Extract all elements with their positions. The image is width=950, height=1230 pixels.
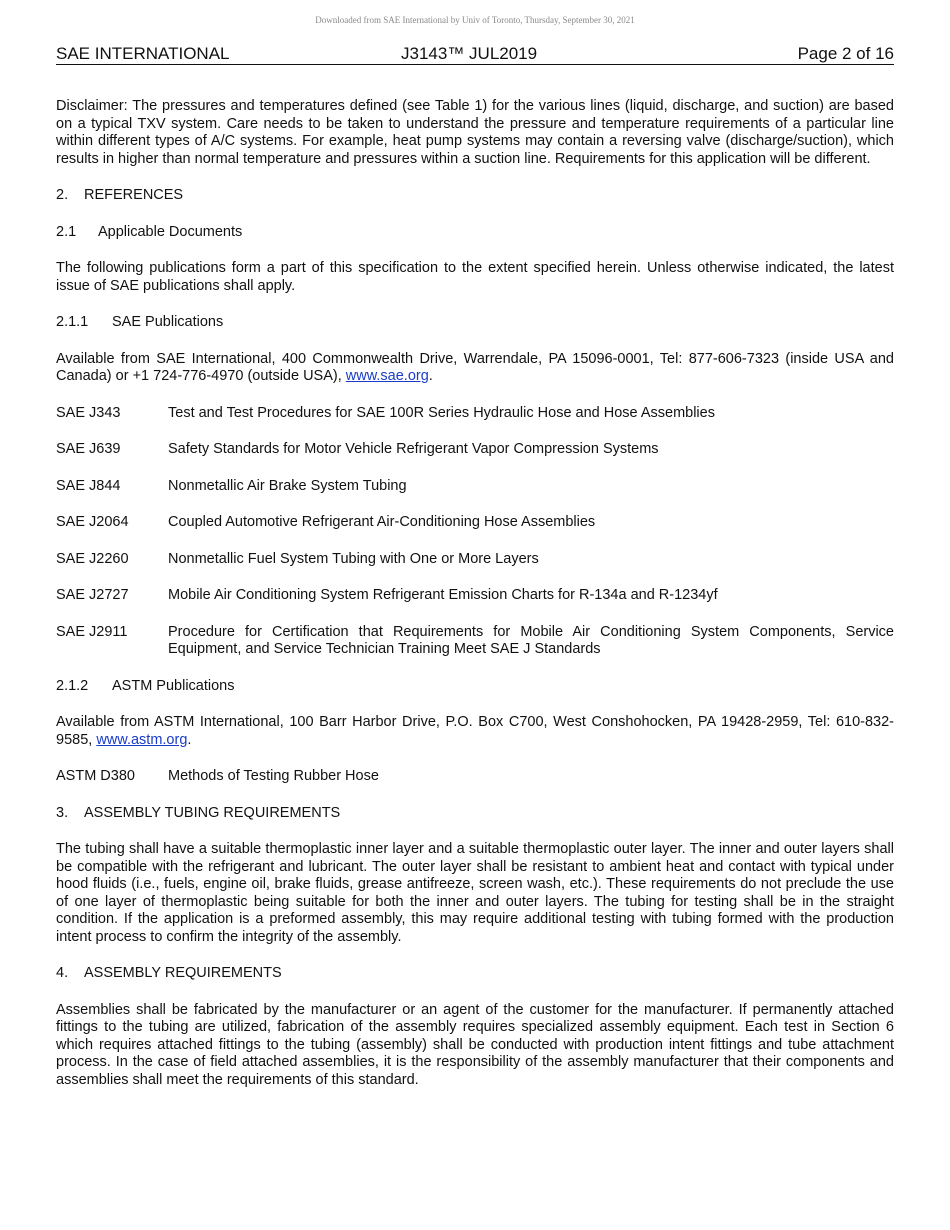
- section-number: 2.1: [56, 223, 77, 240]
- document-body: [56, 98, 894, 1089]
- section-title: ASTM Publications: [112, 677, 235, 694]
- section-2-1-1-heading: [56, 314, 894, 332]
- astm-availability-text: Available from ASTM International, 100 Barr Harbor Drive, P.O. Box C700, West Conshohocken, PA 19428-2959, Tel: 610-832-9585,: [56, 714, 894, 748]
- download-watermark: Downloaded from SAE International by Univ of Toronto, Thursday, September 30, 2021: [315, 15, 635, 25]
- section-2-1-2-heading: [56, 678, 894, 696]
- disclaimer-paragraph: Disclaimer: The pressures and temperatures defined (see Table 1) for the various lines (liquid, discharge, and suction) are based on a typical TXV system. Care needs to be taken to understand the pressure and temperature requirements of a particular line within different types of A/C systems. For example, heat pump systems may contain a reversing valve (discharge/suction), which results in higher than normal temperature and pressures within a suction line. Requirements for this application will be different.: [56, 98, 894, 167]
- section-number: 2.: [56, 187, 69, 203]
- reference-code: SAE J844: [56, 477, 121, 494]
- reference-item: [56, 768, 894, 786]
- section-4-paragraph: Assemblies shall be fabricated by the manufacturer or an agent of the customer for the manufacturer. If permanently attached fittings to the tubing are utilized, fabrication of the assembly requires specialized assembly equipment. Each test in Section 6 which requires attached fittings to the tubing (assembly) shall be conducted with production intent fittings and tube attachment process. In the case of field attached assemblies, it is the responsibility of the assembly manufacturer that their components and assemblies shall meet the requirements of this standard.: [56, 1001, 894, 1088]
- section-2-1-paragraph: The following publications form a part of this specification to the extent specified herein. Unless otherwise indicated, the latest issue of SAE publications shall apply.: [56, 260, 894, 294]
- reference-title: Mobile Air Conditioning System Refrigerant Emission Charts for R-134a and R-1234yf: [168, 587, 718, 603]
- section-number: 3.: [56, 804, 69, 821]
- reference-item: [56, 587, 894, 605]
- section-title: SAE Publications: [112, 314, 224, 330]
- section-2-heading: [56, 187, 894, 205]
- section-number: 2.1.2: [56, 677, 89, 694]
- reference-code: SAE J2911: [56, 623, 128, 640]
- section-number: 2.1.1: [56, 314, 89, 330]
- section-number: 4.: [56, 965, 69, 981]
- reference-code: SAE J2727: [56, 587, 129, 603]
- reference-title: Methods of Testing Rubber Hose: [168, 768, 379, 784]
- link-period: .: [187, 731, 192, 748]
- reference-code: ASTM D380: [56, 768, 135, 784]
- page-header: [56, 44, 894, 65]
- reference-item: [56, 441, 894, 459]
- header-document-id: J3143™ JUL2019: [401, 44, 538, 63]
- reference-item: [56, 551, 894, 569]
- header-organization: SAE INTERNATIONAL: [56, 44, 230, 63]
- sae-availability-paragraph: [56, 351, 894, 386]
- astm-availability-paragraph: [56, 714, 894, 749]
- reference-item: [56, 514, 894, 532]
- reference-title: Nonmetallic Air Brake System Tubing: [168, 477, 407, 494]
- reference-code: SAE J2260: [56, 550, 129, 567]
- link-period: .: [428, 368, 433, 384]
- reference-title: Nonmetallic Fuel System Tubing with One or More Layers: [168, 550, 539, 567]
- reference-code: SAE J639: [56, 441, 121, 457]
- section-title: REFERENCES: [84, 187, 184, 203]
- sae-availability-text: Available from SAE International, 400 Commonwealth Drive, Warrendale, PA 15096-0001, Tel: 877-606-7323 (inside USA and Canada) or +1 724-776-4970 (outside USA),: [56, 350, 894, 384]
- section-4-heading: [56, 965, 894, 983]
- reference-code: SAE J2064: [56, 514, 129, 530]
- section-title: ASSEMBLY TUBING REQUIREMENTS: [84, 804, 341, 821]
- header-page-number: Page 2 of 16: [797, 44, 894, 63]
- reference-title: Test and Test Procedures for SAE 100R Series Hydraulic Hose and Hose Assemblies: [168, 404, 715, 421]
- sae-website-link[interactable]: www.sae.org: [345, 368, 429, 384]
- reference-title: Safety Standards for Motor Vehicle Refrigerant Vapor Compression Systems: [168, 441, 659, 457]
- reference-title: Coupled Automotive Refrigerant Air-Conditioning Hose Assemblies: [168, 514, 596, 530]
- section-3-heading: [56, 805, 894, 823]
- astm-website-link[interactable]: www.astm.org: [96, 731, 188, 748]
- reference-item: [56, 405, 894, 423]
- reference-code: SAE J343: [56, 404, 121, 421]
- section-title: ASSEMBLY REQUIREMENTS: [84, 965, 282, 981]
- reference-item: [56, 624, 894, 659]
- reference-item: [56, 478, 894, 496]
- section-3-paragraph: The tubing shall have a suitable thermoplastic inner layer and a suitable thermoplastic outer layer. The inner and outer layers shall be compatible with the refrigerant and lubricant. The outer layer shall be resistant to ambient heat and contact with typical under hood fluids (i.e., fuels, engine oil, brake fluids, grease antifreeze, screen wash, etc.). These requirements do not preclude the use of one layer of thermoplastic being suitable for both the inner and outer layers. The tubing for testing shall be in the straight condition. If the application is a preformed assembly, this may require additional testing with tubing formed with the production intent process to confirm the integrity of the assembly.: [56, 841, 894, 945]
- reference-title: Procedure for Certification that Requirements for Mobile Air Conditioning System Components, Service Equipment, and Service Technician Training Meet SAE J Standards: [168, 623, 894, 657]
- section-title: Applicable Documents: [98, 223, 243, 240]
- section-2-1-heading: [56, 224, 894, 242]
